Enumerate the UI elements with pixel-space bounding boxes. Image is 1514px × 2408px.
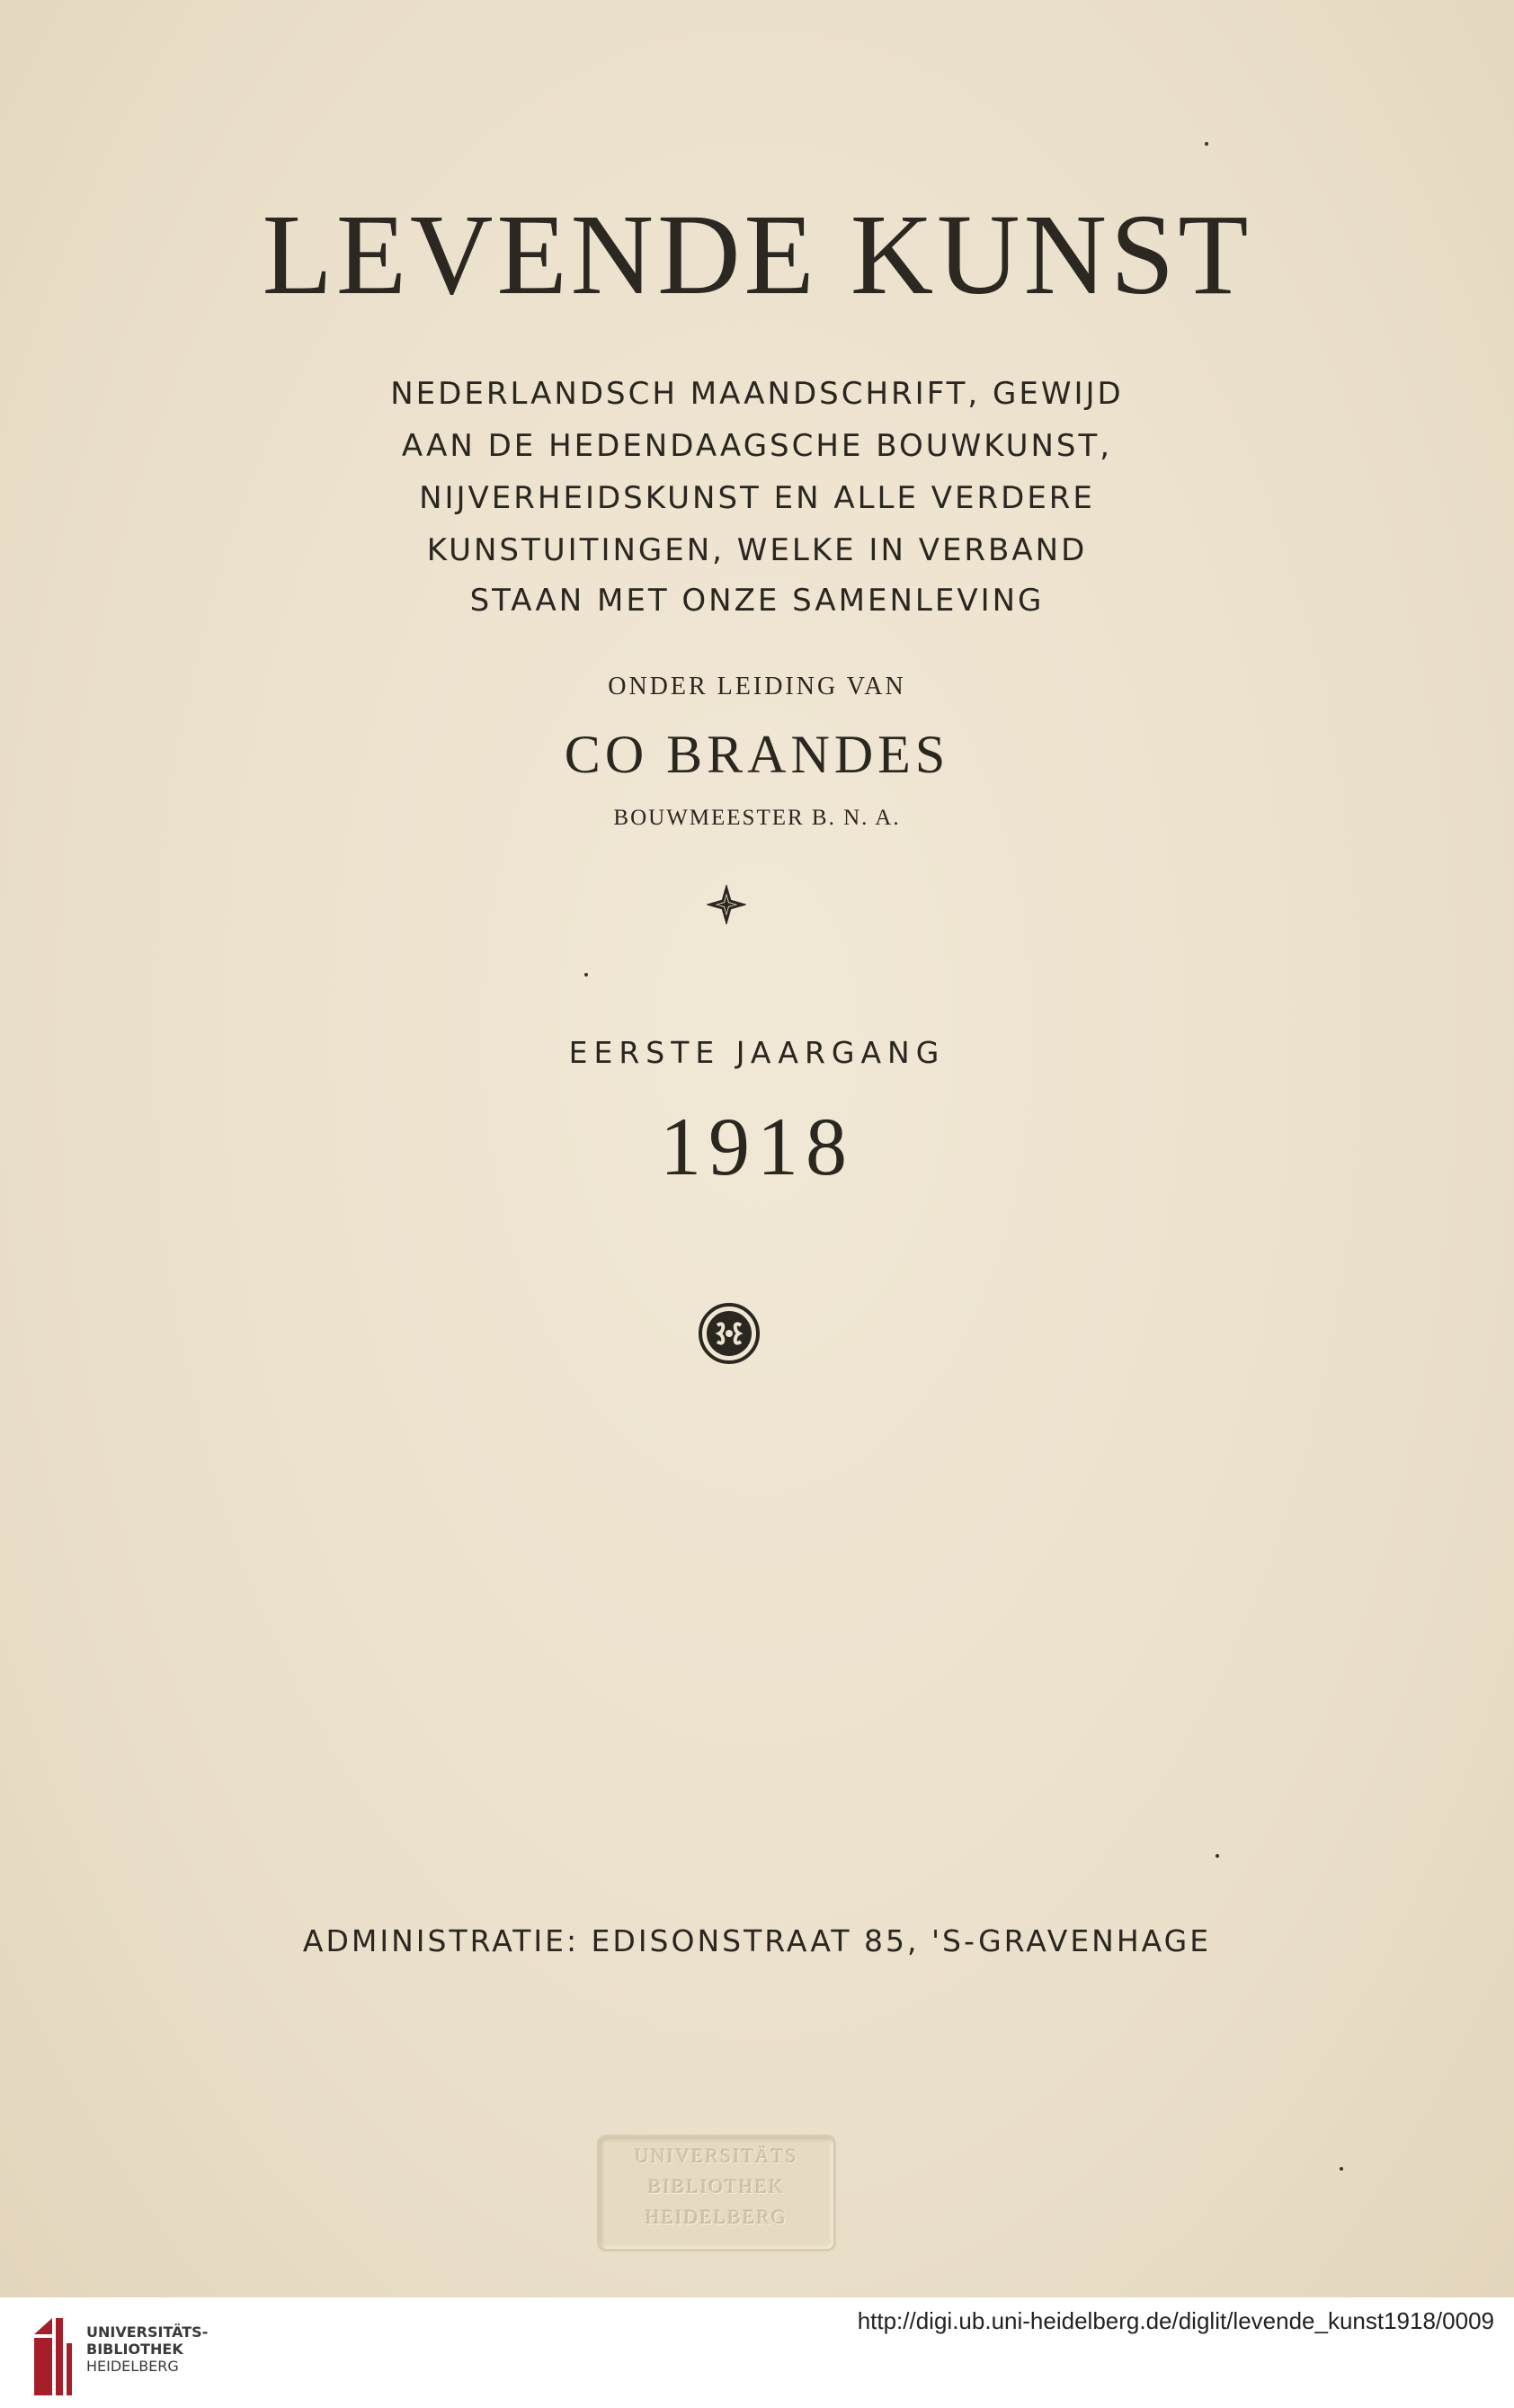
paper-speck <box>1340 2167 1343 2171</box>
library-blind-stamp <box>597 2135 836 2252</box>
subtitle-line: NEDERLANDSCH MAANDSCHRIFT, GEWIJD <box>390 376 1124 412</box>
subtitle-line: AAN DE HEDENDAAGSCHE BOUWKUNST, <box>401 428 1113 464</box>
four-point-star-icon <box>707 885 746 924</box>
paper-speck <box>1216 1854 1219 1858</box>
library-logo-icon <box>31 2307 76 2401</box>
address-line: ADMINISTRATIE: EDISONSTRAAT 85, 'S-GRAVENHAGE <box>302 1923 1212 1958</box>
stamp-line: UNIVERSITÄTS <box>635 2145 798 2167</box>
library-name-line: HEIDELBERG <box>86 2358 179 2375</box>
permalink-url[interactable]: http://digi.ub.uni-heidelberg.de/diglit/levende_kunst1918/0009 <box>857 2307 1494 2334</box>
stamp-line: HEIDELBERG <box>645 2206 788 2228</box>
volume-label: EERSTE JAARGANG <box>568 1035 946 1070</box>
leading-text: ONDER LEIDING VAN <box>608 673 906 700</box>
paper-speck <box>1205 142 1208 146</box>
paper-speck <box>584 973 588 977</box>
stamp-line: BIBLIOTHEK <box>648 2175 785 2198</box>
library-name-line: BIBLIOTHEK <box>86 2341 183 2358</box>
library-name <box>86 2323 208 2375</box>
subtitle-line: NIJVERHEIDSKUNST EN ALLE VERDERE <box>419 480 1095 516</box>
editor-name: CO BRANDES <box>564 725 950 784</box>
publisher-emblem-icon <box>698 1302 761 1365</box>
subtitle-line: KUNSTUITINGEN, WELKE IN VERBAND <box>426 532 1088 568</box>
subtitle-line: STAAN MET ONZE SAMENLEVING <box>469 583 1045 619</box>
page-title: LEVENDE KUNST <box>262 191 1252 318</box>
library-name-line: UNIVERSITÄTS- <box>86 2323 209 2341</box>
year-label: 1918 <box>660 1101 854 1192</box>
editor-title: BOUWMEESTER B. N. A. <box>613 806 901 830</box>
